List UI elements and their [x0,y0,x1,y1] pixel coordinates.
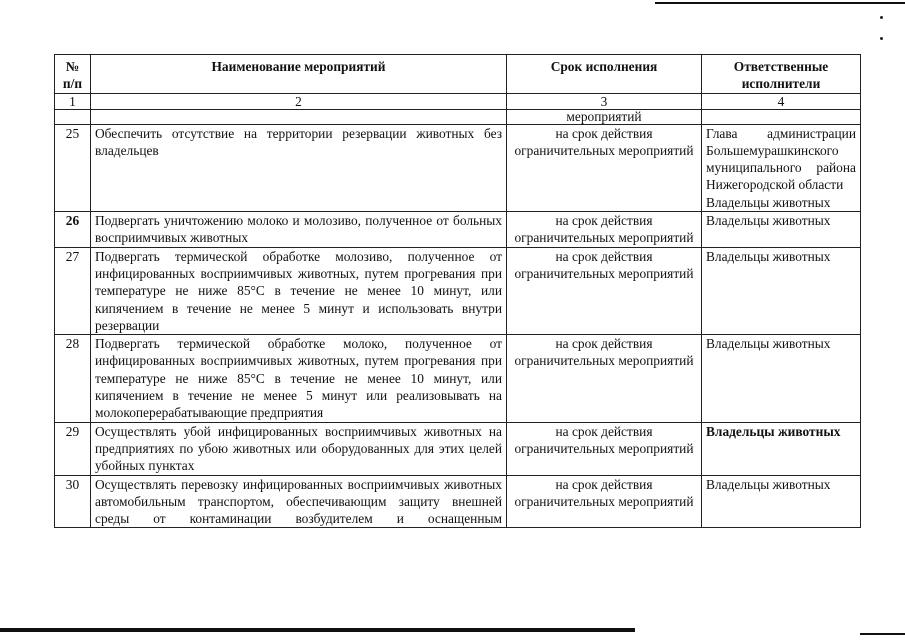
row-responsible: Владельцы животных [702,247,861,334]
row-measure: Осуществлять перевозку инфицированных восприимчивых животных автомобильным транспортом, обеспечивающим защиту внешней среды от контаминации возбудителем и оснащенным [91,475,507,528]
table-row [55,247,861,334]
row-term: на срок действия ограничительных мероприятий [507,247,702,334]
responsible-line: Владельцы животных [706,194,831,210]
header-num: № п/п [55,55,91,94]
table-header-row [55,55,861,94]
continuation-term: мероприятий [507,109,702,124]
row-term: на срок действия ограничительных мероприятий [507,212,702,248]
row-number: 27 [55,247,91,334]
scan-artifact-top-line [655,2,905,4]
header-name: Наименование мероприятий [91,55,507,94]
row-term: на срок действия ограничительных мероприятий [507,475,702,528]
column-index: 4 [702,93,861,109]
row-responsible: Владельцы животных [702,335,861,422]
row-number: 25 [55,124,91,211]
row-number: 28 [55,335,91,422]
responsible-line: Большемурашкинского [706,142,839,158]
column-index: 2 [91,93,507,109]
table-row [55,212,861,248]
header-responsible: Ответственные исполнители [702,55,861,94]
responsible-line: Нижегородской области [706,177,844,193]
header-term: Срок исполнения [507,55,702,94]
column-index-row [55,93,861,109]
row-term: на срок действия ограничительных мероприятий [507,124,702,211]
measures-table [54,54,861,528]
responsible-line: Глава администрации [706,125,856,141]
scan-artifact-dot [880,16,883,19]
row-number: 29 [55,422,91,475]
table-row [55,124,861,211]
row-measure: Подвергать термической обработке молоко, полученное от инфицированных восприимчивых животных, путем прогревания при температуре не ниже 85°С в течение не менее 10 минут, или кипячением в течение не менее 5 минут или реализовывать на молокоперерабатывающие предприятия [91,335,507,422]
scan-artifact-dot [880,37,883,40]
row-responsible [702,124,861,211]
continuation-row [55,109,861,124]
scan-artifact-bottom-line [0,628,635,632]
responsible-line: муниципального района [706,160,856,176]
row-term: на срок действия ограничительных мероприятий [507,422,702,475]
row-responsible: Владельцы животных [702,422,861,475]
row-responsible: Владельцы животных [702,475,861,528]
table-row [55,422,861,475]
row-measure: Подвергать термической обработке молозиво, полученное от инфицированных восприимчивых животных, путем прогревания при температуре не ниже 85°С в течение не менее 10 минут, или кипячением в течение не менее 5 минут и использовать внутри резервации [91,247,507,334]
scan-artifact-bottom-line-thin [860,633,905,635]
column-index: 1 [55,93,91,109]
row-measure: Осуществлять убой инфицированных восприимчивых животных на предприятиях по убою животных или оборудованных для этих целей убойных пунктах [91,422,507,475]
row-measure: Подвергать уничтожению молоко и молозиво, полученное от больных восприимчивых животных [91,212,507,248]
row-number: 26 [55,212,91,248]
row-number: 30 [55,475,91,528]
row-measure: Обеспечить отсутствие на территории резервации животных без владельцев [91,124,507,211]
row-responsible: Владельцы животных [702,212,861,248]
column-index: 3 [507,93,702,109]
row-term: на срок действия ограничительных мероприятий [507,335,702,422]
table-row [55,475,861,528]
table-row [55,335,861,422]
